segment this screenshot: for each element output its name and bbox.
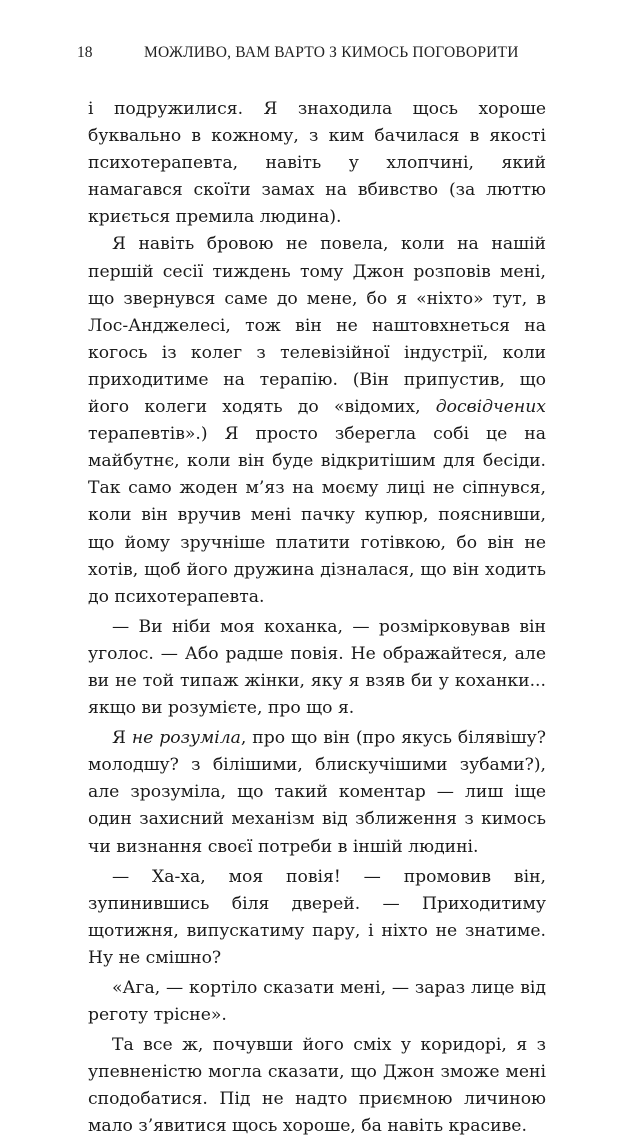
paragraph-1: [88, 96, 546, 231]
paragraph-5-text: — Ха-ха, моя повія! — промовив він, зупинившись біля дверей. — Приходитиму щотижня, випускатиму пару, і ніхто не знатиме. Ну не смішно?: [88, 866, 546, 968]
paragraph-2-emphasis: досвідчених: [435, 397, 546, 418]
paragraph-7-text: Та все ж, почувши його сміх у коридорі, я з упевненістю могла сказати, що Джон зможе мені сподобатися. Під не надто приємною личиною мало з’явитися щось хороше, ба навіть красиве.: [88, 1035, 546, 1137]
paragraph-7: [88, 1032, 546, 1140]
paragraph-4-text-b: , про що він (про якусь білявішу? молодшу? з білішими, блискучішими зубами?), але зрозуміла, що такий коментар — лиш іще один захисний механізм від зближення з кимось чи визнання своєї потреби в іншій людині.: [88, 728, 546, 857]
paragraph-4-emphasis: не розуміла: [131, 728, 241, 749]
paragraph-2: [88, 231, 546, 610]
body-text: [88, 96, 546, 1141]
page-number: 18: [77, 44, 93, 61]
running-title: МОЖЛИВО, ВАМ ВАРТО З КИМОСЬ ПОГОВОРИТИ: [144, 44, 519, 61]
paragraph-6-text: «Ага, — кортіло сказати мені, — зараз лице від реготу трісне».: [88, 978, 546, 1026]
paragraph-3: [88, 614, 546, 722]
paragraph-2-text-b: терапевтів».) Я просто зберегла собі це на майбутнє, коли він буде відкритішим для бесіди. Так само жоден м’яз на моєму лиці не сіпнувся, коли він вручив мені пачку купюр, пояснивши, що йому зручніше платити готівкою, бо він не хотів, щоб його дружина дізналася, що він ходить до психотерапевта.: [88, 424, 546, 607]
paragraph-4: [88, 725, 546, 860]
paragraph-1-text: і подружилися. Я знаходила щось хороше буквально в кожному, з ким бачилася в якості психотерапевта, навіть у хлопчині, який намагався скоїти замах на вбивство (за люттю криється премила людина).: [88, 99, 546, 228]
paragraph-2-text-a: Я навіть бровою не повела, коли на нашій першій сесії тиждень тому Джон розповів мені, що звернувся саме до мене, бо я «ніхто» тут, в Лос-Анджелесі, тож він не наштовхнеться на когось із колег з телевізійної індустрії, коли приходитиме на терапію. (Він припустив, що його колеги ходять до «відомих,: [88, 234, 546, 418]
paragraph-6: [88, 975, 546, 1029]
paragraph-4-text-a: Я: [112, 728, 132, 749]
paragraph-5: [88, 864, 546, 972]
page-header: [77, 44, 565, 66]
paragraph-3-text: — Ви ніби моя коханка, — розмірковував він уголос. — Або радше повія. Не ображайтеся, але ви не той типаж жінки, яку я взяв би у коханки... якщо ви розумієте, про що я.: [88, 616, 546, 719]
